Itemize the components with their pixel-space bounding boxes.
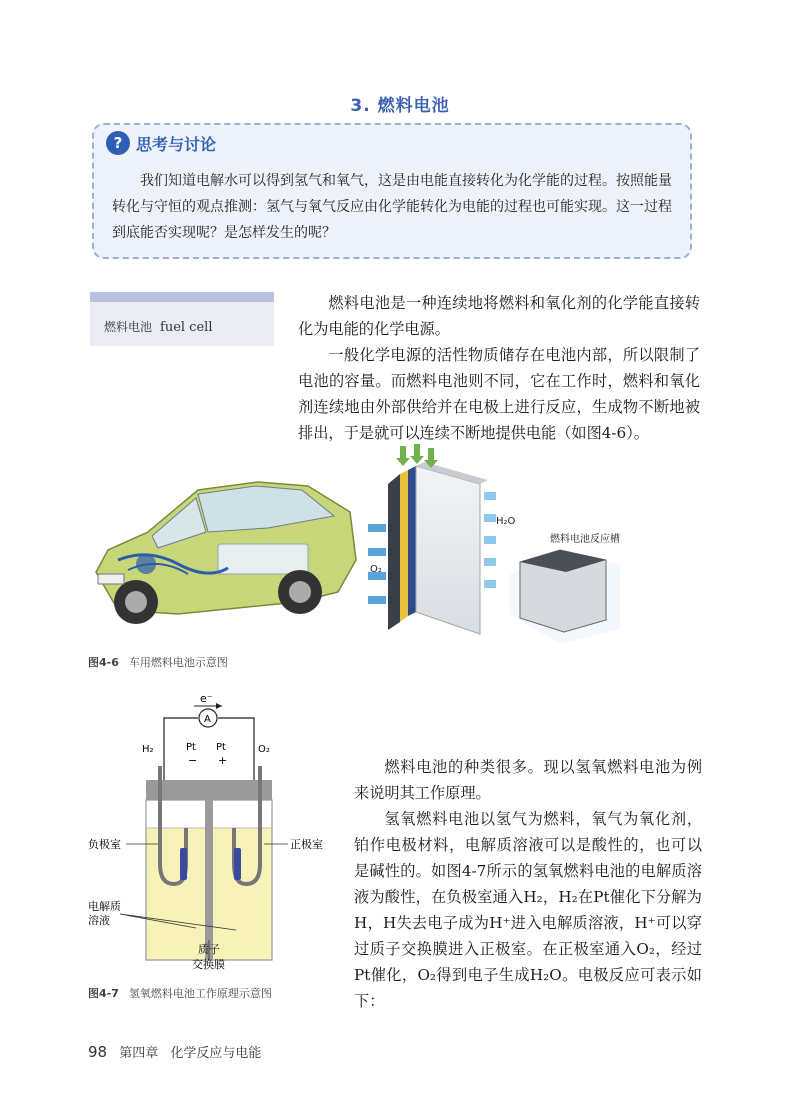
discussion-title: 思考与讨论	[136, 135, 217, 154]
paragraph-types: 燃料电池的种类很多。现以氢氧燃料电池为例来说明其工作原理。	[354, 758, 702, 802]
fuel-cell-stack-illustration	[360, 444, 670, 649]
fuel-cell-car-illustration	[88, 452, 360, 642]
glossary-term	[104, 318, 212, 335]
figure-4-7-title: 氢氧燃料电池工作原理示意图	[128, 987, 272, 1000]
figure-4-6-caption	[88, 654, 228, 670]
pt-anode-label: Pt	[186, 742, 196, 753]
plus-label: +	[218, 754, 228, 767]
pt-cathode-label: Pt	[216, 742, 226, 753]
electrolyte-label-line1: 电解质	[88, 900, 121, 913]
body-text-bottom	[354, 754, 702, 1014]
o2-inlet-label: O₂	[258, 744, 270, 755]
chapter-number: 第四章	[119, 1046, 159, 1061]
paragraph-fuel-cell-definition: 燃料电池是一种连续地将燃料和氧化剂的化学能直接转化为电能的化学电源。	[298, 294, 700, 338]
figure-4-6-title: 车用燃料电池示意图	[128, 656, 228, 669]
question-icon: ?	[106, 131, 130, 155]
o2-label: O₂	[370, 564, 382, 575]
page-number: 98	[88, 1043, 108, 1061]
figure-4-7-number: 图4-7	[88, 987, 119, 1000]
h2o-label: H₂O	[496, 516, 516, 527]
tank-label: 燃料电池反应槽	[550, 534, 620, 545]
membrane-label-line2: 交换膜	[192, 958, 225, 971]
glossary-term-en: fuel cell	[160, 320, 213, 335]
figure-4-6-number: 图4-6	[88, 656, 119, 669]
paragraph-principle: 氢氧燃料电池以氢气为燃料，氧气为氧化剂，铂作电极材料，电解质溶液可以是酸性的，也可以是碱性的。如图4-7所示的氢氧燃料电池的电解质溶液为酸性，在负极室通入H₂，H₂在Pt催化下分解为H，H失去电子成为H⁺进入电解质溶液，H⁺可以穿过质子交换膜进入正极室。在正极室通入O₂，经过Pt催化，O₂得到电子生成H₂O。电极反应可表示如下：	[354, 810, 702, 1010]
h2-inlet-label: H₂	[142, 744, 154, 755]
glossary-bar	[90, 292, 274, 302]
minus-label: −	[188, 754, 198, 767]
discussion-text: 我们知道电解水可以得到氢气和氧气，这是由电能直接转化为化学能的过程。按照能量转化与守恒的观点推测：氢气与氧气反应由化学能转化为电能的过程也可能实现。这一过程到底能否实现呢？是怎样发生的呢？	[112, 173, 672, 241]
chapter-title: 化学反应与电能	[170, 1046, 262, 1061]
membrane-label-line1: 质子	[198, 943, 220, 956]
h2-label	[408, 444, 420, 445]
glossary-term-zh: 燃料电池	[104, 320, 153, 334]
body-text-top	[298, 290, 700, 446]
page-footer	[88, 1042, 261, 1061]
ammeter-icon: A	[204, 714, 211, 725]
electron-label: e⁻	[200, 692, 213, 705]
electrolyte-label-line2: 溶液	[88, 914, 110, 927]
positive-chamber-label: 正极室	[290, 838, 323, 851]
hydrogen-oxygen-cell-diagram	[86, 688, 336, 978]
figure-4-7-caption	[88, 985, 272, 1001]
paragraph-capacity: 一般化学电源的活性物质储存在电池内部，所以限制了电池的容量。而燃料电池则不同，它在工作时，燃料和氧化剂连续地由外部供给并在电极上进行反应，生成物不断地被排出，于是就可以连续不断地提供电能（如图4-6）。	[298, 346, 700, 442]
section-title: 3. 燃料电池	[350, 96, 450, 116]
negative-chamber-label: 负极室	[88, 838, 121, 851]
